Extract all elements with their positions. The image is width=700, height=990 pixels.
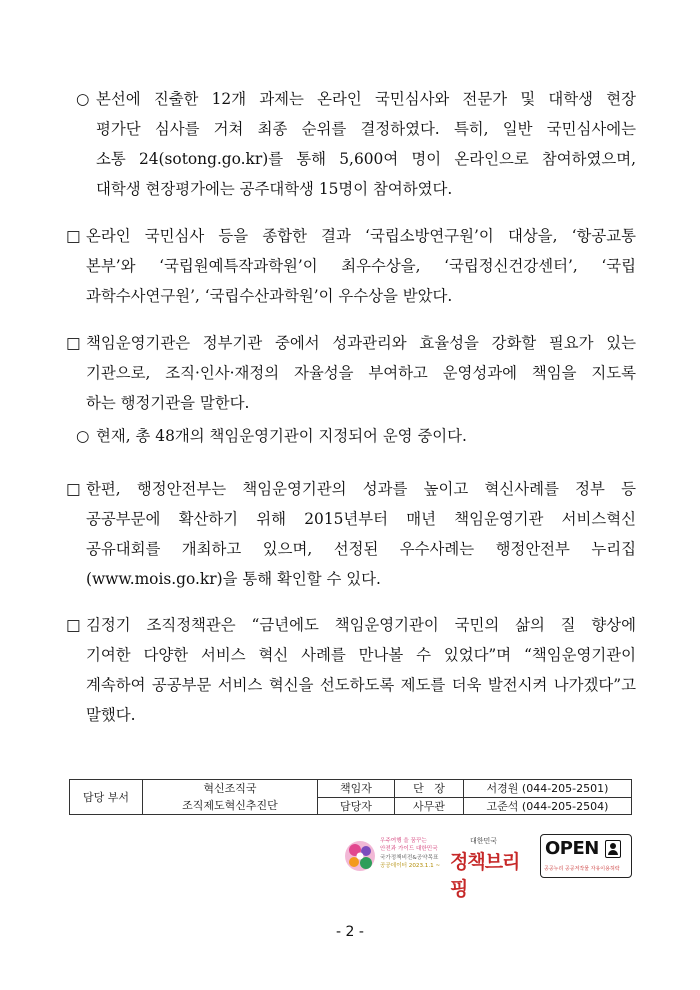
paragraph-results — [66, 221, 636, 311]
dept-line-2: 조직제도혁신추진단 — [182, 799, 278, 812]
square-bullet: □ — [66, 334, 81, 352]
square-bullet: □ — [66, 227, 81, 245]
logo-text: 안전과 가이드 대한민국 — [380, 846, 438, 853]
text-line: 말했다. — [86, 706, 136, 724]
logo-title: 정책브리핑 — [450, 851, 520, 900]
role-cell: 책임자 — [318, 780, 395, 798]
text-line: 기관으로, 조직·인사·재정의 자율성을 부여하고 운영성과에 책임을 지도록 — [86, 364, 636, 382]
circle-bullet: ○ — [76, 90, 90, 108]
title-cell: 사무관 — [395, 797, 464, 815]
text-line: 온라인 국민심사 등을 종합한 결과 ‘국립소방연구원’이 대상을, ‘항공교통 — [86, 227, 636, 245]
page-number: - 2 - — [336, 924, 364, 940]
attribution-icon — [605, 840, 621, 858]
text-line: 공공부문에 확산하기 위해 2015년부터 매년 책임운영기관 서비스혁신 — [86, 510, 636, 528]
text-line: 한편, 행정안전부는 책임운영기관의 성과를 높이고 혁신사례를 정부 등 — [86, 480, 636, 498]
logo-caption: 공공누리 공공저작물 자유이용허락 — [544, 866, 620, 872]
dept-label: 담당 부서 — [70, 780, 143, 815]
square-bullet: □ — [66, 480, 81, 498]
text-line: 평가단 심사를 거쳐 최종 순위를 결정하였다. 특히, 일반 국민심사에는 — [96, 120, 636, 138]
text-line: 현재, 총 48개의 책임운영기관이 지정되어 운영 중이다. — [96, 427, 467, 445]
circle-bullet: ○ — [76, 427, 90, 445]
text-line: 소통 24(sotong.go.kr)를 통해 5,600여 명이 온라인으로 참여하였으며, — [96, 150, 636, 168]
text-line: 공유대회를 개최하고 있으며, 선정된 우수사례는 행정안전부 누리집 — [86, 540, 636, 558]
text-line: 본부’와 ‘국립원예특작과학원’이 최우수상을, ‘국립정신건강센터’, ‘국립 — [86, 257, 636, 275]
text-line: 책임운영기관은 정부기관 중에서 성과관리와 효율성을 강화할 필요가 있는 — [86, 334, 636, 352]
text-line: 대학생 현장평가에는 공주대학생 15명이 참여하였다. — [96, 180, 453, 198]
paragraph-definition — [66, 328, 636, 418]
text-line: 계속하여 공공부문 서비스 혁신을 선도하도록 제도를 더욱 발전시켜 나가겠다”고 — [86, 676, 636, 694]
text-line: (www.mois.go.kr)을 통해 확인할 수 있다. — [86, 570, 381, 588]
logo-text: 우주여행 을 꿈꾸는 — [380, 838, 427, 844]
paragraph-final-round — [76, 84, 636, 204]
logo-subtitle: 대한민국 — [470, 837, 498, 845]
person-cell: 서경원 (044-205-2501) — [464, 780, 632, 798]
government-slogan-logo — [342, 834, 442, 878]
role-cell: 담당자 — [318, 797, 395, 815]
text-line: 과학수사연구원’, ‘국립수산과학원’이 우수상을 받았다. — [86, 287, 453, 305]
logo-strip — [342, 834, 632, 900]
colorful-emblem-icon — [342, 834, 378, 878]
paragraph-sharing — [66, 474, 636, 594]
dept-line-1: 혁신조직국 — [203, 782, 257, 795]
dept-name — [143, 780, 318, 815]
kogl-open-logo — [540, 834, 632, 878]
person-cell: 고준석 (044-205-2504) — [464, 797, 632, 815]
contact-table — [69, 779, 632, 815]
title-cell: 단 장 — [395, 780, 464, 798]
square-bullet: □ — [66, 616, 81, 634]
text-line: 하는 행정기관을 말한다. — [86, 394, 250, 412]
logo-title: OPEN — [545, 838, 599, 859]
paragraph-count — [76, 421, 636, 451]
paragraph-quote — [66, 610, 636, 730]
text-line: 김정기 조직정책관은 “금년에도 책임운영기관이 국민의 삶의 질 향상에 — [86, 616, 636, 634]
text-line: 기여한 다양한 서비스 혁신 사례를 만나볼 수 있었다”며 “책임운영기관이 — [86, 646, 636, 664]
logo-text: 공공데이터 2023.1.1 ~ — [380, 863, 441, 870]
logo-text: 국가정책비전&공약목표 — [380, 854, 439, 861]
policy-briefing-logo — [444, 834, 536, 900]
text-line: 본선에 진출한 12개 과제는 온라인 국민심사와 전문가 및 대학생 현장 — [96, 90, 636, 108]
